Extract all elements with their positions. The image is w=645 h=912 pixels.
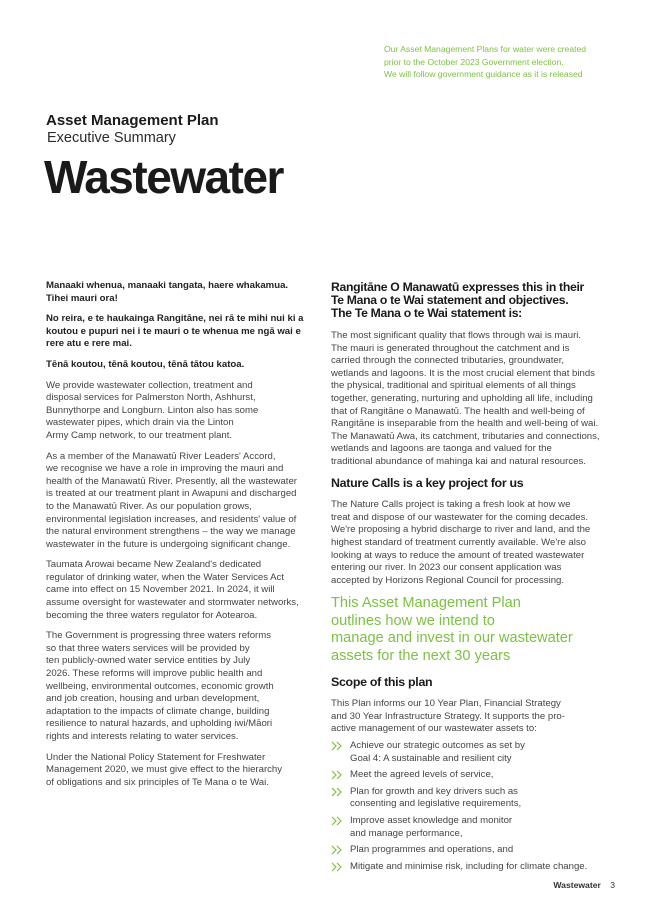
te-mana-statement — [331, 330, 613, 469]
plan-title: Asset Management Plan — [46, 112, 219, 129]
scope-bullet-item — [331, 815, 613, 840]
text-line: Tēnā koutou, tēnā koutou, tēnā tātou katoa. — [46, 358, 245, 370]
text-line: of obligations and six principles of Te Mana o te Wai. — [46, 776, 269, 788]
text-line: Mitigate and minimise risk, including for climate change. — [350, 860, 588, 872]
notice-line: We will follow government guidance as it is released — [384, 69, 583, 79]
text-line: becoming the three waters regulator for Aotearoa. — [46, 609, 258, 621]
double-chevron-right-icon — [331, 862, 343, 872]
double-chevron-right-icon — [331, 787, 343, 797]
scope-bullet-item — [331, 740, 613, 765]
text-line: the physical, traditional and spiritual elements of all things — [331, 380, 576, 392]
scope-heading: Scope of this plan — [331, 674, 433, 689]
text-line: Meet the agreed levels of service, — [350, 769, 494, 781]
scope-bullet-item — [331, 786, 613, 811]
plan-subtitle: Executive Summary — [47, 130, 176, 146]
footer-section-name: Wastewater — [553, 880, 601, 890]
scope-bullet-item — [331, 844, 613, 857]
scope-bullet-item — [331, 769, 613, 782]
mihi-paragraph — [46, 313, 314, 351]
text-line: Taumata Arowai became New Zealand's dedicated — [46, 559, 262, 571]
nature-calls-heading: Nature Calls is a key project for us — [331, 475, 524, 490]
text-line: The Nature Calls project is taking a fresh look at how we — [331, 499, 571, 511]
body-paragraph — [46, 630, 314, 743]
page-number: 3 — [610, 880, 615, 890]
double-chevron-right-icon — [331, 816, 343, 826]
text-line: we recognise we have a role in improving the mauri and — [46, 463, 284, 475]
text-line: disposal services for Palmerston North, Ashhurst, — [46, 392, 256, 404]
text-line: Management 2020, we must give effect to the hierarchy — [46, 764, 283, 776]
text-line: wellbeing, environmental outcomes, economic growth — [46, 680, 274, 692]
mihi-paragraph — [46, 359, 314, 372]
text-line: outlines how we intend to — [331, 612, 495, 629]
plan-highlight — [331, 595, 613, 665]
text-line: traditional abundance of mahinga kai and natural resources. — [331, 455, 586, 467]
text-line: The Government is progressing three waters reforms — [46, 630, 272, 642]
mihi-paragraph — [46, 280, 314, 305]
text-line: This Plan informs our 10 Year Plan, Financial Strategy — [331, 698, 561, 710]
text-line: treat and dispose of our wastewater for the coming decades. — [331, 511, 589, 523]
text-line: together, generating, nurturing and upholding all life, including — [331, 392, 593, 404]
text-line: active management of our wastewater assets to: — [331, 723, 537, 735]
text-line: accepted by Horizons Regional Council for processing. — [331, 574, 565, 586]
right-column — [331, 281, 613, 877]
text-line: Rangitāne O Manawatū expresses this in their — [331, 280, 584, 294]
text-line: resilience to natural hazards, and upholding iwi/Māori — [46, 718, 273, 730]
text-line: Under the National Policy Statement for Freshwater — [46, 751, 266, 763]
double-chevron-right-icon — [331, 845, 343, 855]
text-line: Achieve our strategic outcomes as set by — [350, 740, 525, 752]
text-line: consenting and legislative requirements, — [350, 798, 522, 810]
nature-calls-paragraph — [331, 499, 613, 587]
text-line: As a member of the Manawatū River Leaders' Accord, — [46, 450, 276, 462]
text-line: wastewater in the future is undergoing significant change. — [46, 538, 291, 550]
text-line: adaptation to the impacts of climate change, building — [46, 705, 270, 717]
text-line: We're proposing a hybrid discharge to river and land, and the — [331, 524, 591, 536]
notice-line: prior to the October 2023 Government election. — [384, 56, 564, 67]
te-mana-heading — [331, 281, 613, 320]
body-paragraph — [46, 451, 314, 552]
text-line: Bunnythorpe and Longburn. Linton also has some — [46, 404, 259, 416]
text-line: Army Camp network, to our treatment plant. — [46, 429, 233, 441]
text-line: wetlands and lagoons are taonga and valued for the — [331, 443, 552, 455]
text-line: The Te Mana o te Wai statement is: — [331, 306, 522, 320]
left-column — [46, 280, 314, 797]
text-line: that of Rangitāne o Manawatū. The health and well-being of — [331, 405, 585, 417]
text-line: carried through the connected tributaries, groundwater, — [331, 355, 565, 367]
scope-bullet-item — [331, 861, 613, 874]
text-line: the natural environment strengthens – the way we manage — [46, 526, 296, 538]
text-line: highest standard of treatment currently available. We're also — [331, 536, 586, 548]
text-line: No reira, e te haukainga Rangitāne, nei rā te mihi nui ki a — [46, 313, 304, 325]
text-line: assets for the next 30 years — [331, 648, 511, 665]
text-line: is treated at our treatment plant in Awapuni and discharged — [46, 488, 297, 500]
text-line: wetlands and lagoons. It is the most crucial element that binds — [331, 367, 595, 379]
text-line: entering our river. In 2023 our consent application was — [331, 562, 562, 574]
text-line: koutou e pupuri nei i te mauri o te whenua me ngā wai e — [46, 325, 301, 337]
text-line: and job creation, housing and urban development, — [46, 693, 260, 705]
text-line: rere atu e rere mai. — [46, 338, 132, 350]
body-paragraph — [46, 380, 314, 443]
text-line: 2026. These reforms will improve public health and — [46, 668, 263, 680]
body-paragraph — [46, 559, 314, 622]
scope-bullet-list — [331, 740, 613, 873]
text-line: Te Mana o te Wai statement and objectives. — [331, 293, 569, 307]
text-line: ten publicly-owned water service entities by July — [46, 655, 251, 667]
text-line: manage and invest in our wastewater — [331, 630, 573, 647]
text-line: wastewater pipes, which drain via the Linton — [46, 417, 234, 429]
text-line: and 30 Year Infrastructure Strategy. It supports the pro- — [331, 710, 565, 722]
election-notice — [384, 43, 624, 81]
text-line: Plan programmes and operations, and — [350, 844, 514, 856]
text-line: Manaaki whenua, manaaki tangata, haere whakamua. — [46, 280, 289, 291]
text-line: Rangitāne is inseparable from the health and well-being of wai. — [331, 418, 599, 430]
text-line: came into effect on 15 November 2021. In 2024, it will — [46, 584, 275, 596]
text-line: Improve asset knowledge and monitor — [350, 815, 513, 826]
text-line: The mauri is generated throughout the catchment and is — [331, 342, 570, 354]
text-line: rights and interests relating to water services. — [46, 731, 239, 742]
text-line: This Asset Management Plan — [331, 595, 521, 612]
text-line: Plan for growth and key drivers such as — [350, 785, 518, 797]
page-footer — [553, 880, 615, 890]
text-line: Tihei mauri ora! — [46, 292, 118, 304]
page-title: Wastewater — [44, 151, 283, 203]
scope-paragraph — [331, 698, 613, 736]
text-line: regulator of drinking water, when the Water Services Act — [46, 571, 285, 583]
text-line: environmental legislation increases, and residents' value of — [46, 513, 297, 525]
text-line: to the Manawatū River. As our population grows, — [46, 500, 252, 512]
text-line: Goal 4: A sustainable and resilient city — [350, 752, 512, 764]
text-line: assume oversight for wastewater and stormwater networks, — [46, 597, 299, 609]
text-line: We provide wastewater collection, treatment and — [46, 379, 253, 391]
text-line: looking at ways to reduce the amount of treated wastewater — [331, 549, 585, 561]
text-line: and manage performance, — [350, 827, 463, 839]
double-chevron-right-icon — [331, 741, 343, 751]
text-line: The most significant quality that flows through wai is mauri. — [331, 330, 582, 341]
text-line: so that three waters services will be provided by — [46, 642, 250, 654]
double-chevron-right-icon — [331, 770, 343, 780]
text-line: health of the Manawatū River. Presently, all the wastewater — [46, 475, 297, 487]
notice-line: Our Asset Management Plans for water were created — [384, 44, 587, 54]
text-line: The Manawatū Awa, its catchment, tributaries and connections, — [331, 430, 600, 442]
body-paragraph — [46, 752, 314, 790]
